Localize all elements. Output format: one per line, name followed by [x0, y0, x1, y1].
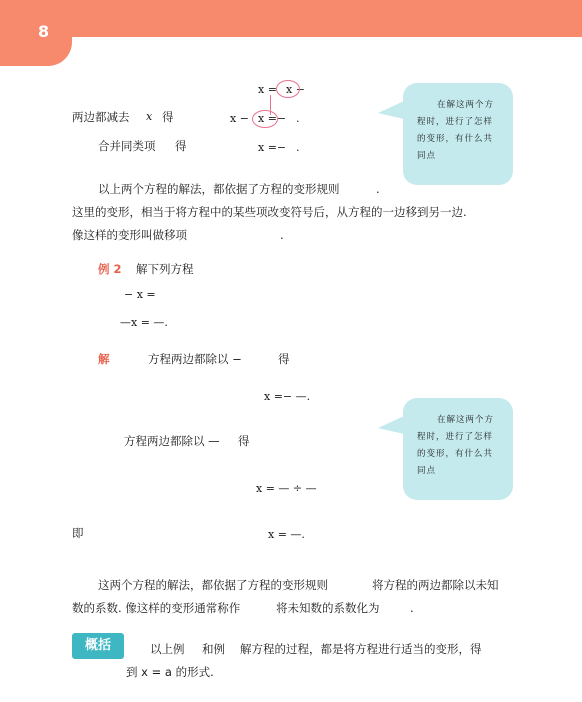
para1-line1-end: . — [376, 182, 380, 196]
eq1-step-get: 得 — [162, 110, 174, 124]
example-eq-b: —x = —. — [120, 316, 168, 329]
para2-line2: 数的系数. 像这样的变形通常称作 — [72, 601, 241, 615]
example-title: 解下列方程 — [136, 262, 194, 276]
eq1-combine-dot: . — [296, 141, 300, 154]
para1-line1: 以上两个方程的解法，都依据了方程的变形规则 — [98, 182, 340, 196]
thought-bubble-tail — [378, 416, 404, 434]
bubble-line: 在解这两个方 — [437, 100, 495, 110]
bubble-line: 的变形，有什么共 — [417, 134, 494, 144]
bubble-line: 程时，进行了怎样 — [417, 432, 494, 442]
header-band — [0, 0, 582, 37]
eq1-step-dot: . — [296, 112, 300, 125]
page-number: 8 — [38, 22, 50, 41]
bubble-line: 同点 — [417, 466, 437, 476]
solution-part1-text: 方程两边都除以 − — [148, 352, 242, 366]
solution-part2-math: x = — ÷ — — [256, 482, 317, 495]
example-eq-a: − x = — [124, 288, 156, 301]
para2-line1: 这两个方程的解法，都依据了方程的变形规则 — [98, 578, 328, 592]
summary-line1-a: 以上例 — [150, 642, 185, 656]
para2-line1-b: 将方程的两边都除以未知 — [372, 578, 499, 592]
solution-part1-math: x =− —. — [264, 390, 311, 403]
bubble-line: 程时，进行了怎样 — [417, 117, 494, 127]
example-label: 例 2 — [98, 262, 122, 276]
eq1-combine-label: 合并同类项 — [98, 139, 156, 153]
solution-part2-get: 得 — [238, 434, 250, 448]
bubble-line: 在解这两个方 — [437, 415, 495, 425]
summary-line2: 到 x = a 的形式. — [126, 665, 214, 679]
para1-line3-end: . — [280, 228, 284, 242]
thought-bubble — [403, 83, 513, 185]
summary-line1-c: 解方程的过程，都是将方程进行适当的变形，得 — [240, 642, 482, 656]
bubble-line: 的变形，有什么共 — [417, 449, 494, 459]
page-number-tab — [0, 0, 72, 66]
solution-part2-text: 方程两边都除以 — — [124, 434, 220, 448]
eq1-combine-math: x =− — [258, 141, 287, 154]
solution-ji-math: x = —. — [268, 528, 305, 541]
eq1-step-math-b: x =− — [258, 112, 287, 125]
eq1-step-var: x — [146, 110, 153, 123]
eq1-step-label: 两边都减去 — [72, 110, 130, 124]
eq1-combine-get: 得 — [175, 139, 187, 153]
eq1-step-math-a: x − — [230, 112, 249, 125]
para2-line2-end: . — [410, 601, 414, 615]
solution-label: 解 — [98, 352, 110, 366]
thought-bubble-tail — [378, 101, 404, 119]
highlight-circle — [276, 80, 300, 98]
thought-bubble — [403, 398, 513, 500]
solution-part1-get: 得 — [278, 352, 290, 366]
eq1-line1-a: x = — [258, 83, 277, 96]
solution-ji: 即 — [72, 526, 84, 540]
eq1-line1-b: x − — [286, 83, 305, 96]
summary-line1-b: 和例 — [202, 642, 225, 656]
bubble-line: 同点 — [417, 151, 437, 161]
para1-line2: 这里的变形，相当于将方程中的某些项改变符号后，从方程的一边移到另一边. — [72, 205, 467, 219]
summary-tag: 概括 — [72, 633, 124, 659]
para2-line2-b: 将未知数的系数化为 — [276, 601, 380, 615]
para1-line3: 像这样的变形叫做移项 — [72, 228, 187, 242]
